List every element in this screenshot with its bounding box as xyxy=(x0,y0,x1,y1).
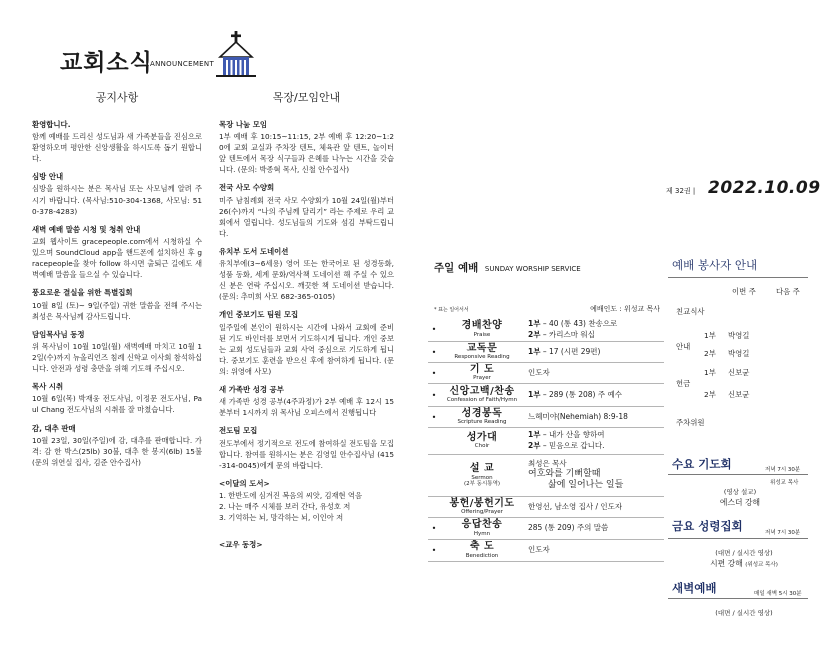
worship-item-name xyxy=(440,320,524,338)
wednesday-time: 저녁 7시 30분 xyxy=(765,467,801,473)
worship-item-ko: 교독문 xyxy=(466,342,498,354)
worship-item-detail xyxy=(524,319,664,341)
page-title: 교회소식 xyxy=(60,50,153,76)
meeting-item xyxy=(219,384,394,418)
detail-line xyxy=(528,545,664,556)
book-item: 3. 기억하는 뇌, 망각하는 뇌, 이인아 저 xyxy=(219,513,344,523)
friday-speaker-line xyxy=(694,558,794,569)
detail-line xyxy=(528,412,664,423)
service-label: 1부 xyxy=(528,318,541,328)
stand-mark: • xyxy=(431,390,437,400)
worship-row xyxy=(428,540,664,562)
offering-first-service: 1부 xyxy=(704,368,716,377)
detail-text: – 카리스마 워십 xyxy=(540,329,595,339)
worship-item-detail xyxy=(524,502,664,513)
guide-first-name: 박영길 xyxy=(728,331,750,340)
worship-item-en: Responsive Reading xyxy=(454,354,510,361)
issue-number: 제 32권 | xyxy=(666,187,696,195)
notice-item xyxy=(32,224,202,281)
offering-label: 헌금 xyxy=(676,379,691,388)
worship-item-note: (2부 동시통역) xyxy=(463,481,501,488)
detail-line xyxy=(528,390,664,401)
worship-item-en: Sermon xyxy=(471,474,493,481)
meeting-item xyxy=(219,182,394,239)
notice-body: 심방을 원하시는 분은 목사님 또는 사모님께 알려 주시기 바랍니다. (목사님:510-304-1368, 사모님: 510-378-4283) xyxy=(32,184,202,216)
this-week-header: 이번 주 xyxy=(732,287,756,296)
worship-item-ko: 경배찬양 xyxy=(461,320,503,332)
worship-item-ko: 응답찬송 xyxy=(461,519,503,531)
stand-mark: • xyxy=(431,524,437,533)
notice-item xyxy=(32,287,202,321)
book-item: 2. 나는 매주 시체를 보러 간다, 유성호 저 xyxy=(219,502,351,512)
worship-row xyxy=(428,455,664,497)
worship-row xyxy=(428,518,664,540)
worship-item-ko: 축 도 xyxy=(469,541,495,553)
worship-row xyxy=(428,342,664,363)
worship-item-name xyxy=(440,386,524,404)
service-label: 2부 xyxy=(528,329,541,339)
detail-text: – 17 (시편 29편) xyxy=(540,346,601,356)
wednesday-sub: (영상 설교) xyxy=(723,488,757,496)
friday-sub: (대면 / 실시간 영상) xyxy=(715,549,773,557)
worship-item-detail xyxy=(524,347,664,358)
worship-title-en: SUNDAY WORSHIP SERVICE xyxy=(484,265,581,273)
worship-item-en: Confession of Faith/Hymn xyxy=(446,397,518,404)
wednesday-title: 수요 기도회 xyxy=(672,457,732,471)
notices-column xyxy=(32,90,202,475)
next-week-header: 다음 주 xyxy=(776,287,800,296)
offering-first-name: 신보균 xyxy=(728,368,750,377)
notice-title: 환영합니다. xyxy=(32,119,71,129)
parking-label: 주차위원 xyxy=(676,418,705,427)
notice-body: 10월 8일 (토)~ 9일(주일) 귀한 말씀을 전해 주시는 최성은 목사님께 감사드립니다. xyxy=(32,300,202,321)
stand-mark: • xyxy=(431,368,437,378)
dawn-title: 새벽예배 xyxy=(672,581,717,595)
notice-body: 위 목사님이 10월 10일(월) 새벽예배 마치고 10월 12일(수)까지 뉴올리언즈 침례 신학교 이사회 참석하십니다. 안전과 성령 충만을 위해 기도해 주십시오. xyxy=(32,341,202,374)
worship-item-name xyxy=(440,498,524,516)
worship-item-ko: 신앙고백/찬송 xyxy=(449,385,515,397)
book-section xyxy=(219,478,394,523)
guide-label: 안내 xyxy=(676,342,691,351)
worship-item-name xyxy=(440,541,524,559)
book-item: 1. 한반도에 심겨진 복음의 씨앗, 김재현 역음 xyxy=(219,491,363,501)
meeting-item xyxy=(219,119,394,176)
worship-item-name xyxy=(440,463,524,488)
divider xyxy=(668,538,808,539)
meetings-column xyxy=(219,90,394,552)
notice-item xyxy=(32,329,202,374)
dawn-time: 매일 새벽 5시 30분 xyxy=(754,591,802,597)
stand-mark: • xyxy=(431,325,437,334)
worship-row xyxy=(428,318,664,342)
meeting-item xyxy=(219,246,394,303)
worship-item-en: Praise xyxy=(473,331,491,338)
offering-second-service: 2부 xyxy=(704,390,716,399)
meeting-title: 전국 사모 수양회 xyxy=(219,183,275,193)
detail-line xyxy=(528,368,664,379)
reception-label: 친교식사 xyxy=(676,307,705,316)
worship-item-en: Prayer xyxy=(473,375,491,382)
sermon-title-line1: 여호와를 기뻐할때 xyxy=(528,468,601,479)
stand-mark: • xyxy=(431,347,437,357)
divider xyxy=(668,474,808,475)
worship-item-ko: 봉헌/봉헌기도 xyxy=(449,497,515,509)
stand-note: * 표는 일어서서 xyxy=(434,307,469,313)
member-news-title: <교우 동정> xyxy=(219,540,263,550)
stand-mark: • xyxy=(431,412,437,422)
worship-row xyxy=(428,363,664,384)
detail-text: 인도자 xyxy=(528,545,550,555)
detail-text: – 40 (통 43) 찬송으로 xyxy=(540,318,618,328)
detail-text: 한영선, 남소영 집사 / 인도자 xyxy=(528,501,623,511)
worship-title xyxy=(434,260,581,275)
worship-row xyxy=(428,407,664,428)
notices-heading: 공지사항 xyxy=(95,91,139,104)
worship-item-en: Offering/Prayer xyxy=(461,509,503,516)
worship-leader: 예배인도 : 위성교 목사 xyxy=(590,305,660,313)
worship-item-detail xyxy=(524,523,664,534)
service-label: 1부 xyxy=(528,430,541,440)
church-icon xyxy=(216,31,256,77)
detail-line xyxy=(528,502,664,513)
service-label: 1부 xyxy=(528,389,541,399)
meeting-item xyxy=(219,309,394,377)
worship-row xyxy=(428,384,664,407)
worship-item-ko: 기 도 xyxy=(469,363,495,375)
meeting-item xyxy=(219,425,394,470)
worship-item-name xyxy=(440,432,524,450)
meeting-title: 전도팀 모집 xyxy=(219,426,258,436)
page-subtitle: ANNOUNCEMENT xyxy=(150,60,215,68)
worship-item-detail xyxy=(524,412,664,423)
meetings-heading: 목장/모임안내 xyxy=(272,91,341,104)
worship-item-name xyxy=(440,364,524,382)
notice-title: 담임목사님 동정 xyxy=(32,329,85,339)
detail-text: 느헤미야(Nehemiah) 8:9-18 xyxy=(528,411,628,421)
detail-line xyxy=(528,441,664,452)
meeting-body: 새 가족반 성경 공부(4주과정)가 2부 예배 후 12시 15분부터 1시까지 위 목사님 오피스에서 진행됩니다 xyxy=(219,397,394,418)
sermon-detail xyxy=(524,459,664,492)
friday-leader: (위성교 목사) xyxy=(745,562,778,568)
notice-item xyxy=(32,423,202,468)
notice-body: 10월 6일(목) 박재웅 전도사님, 이정문 전도사님, Paul Chang 전도사님의 시취를 잘 마쳤습니다. xyxy=(32,394,202,415)
worship-item-en: Scripture Reading xyxy=(457,419,507,426)
worship-item-name xyxy=(440,519,524,537)
dawn-sub: (대면 / 실시간 영상) xyxy=(715,609,773,617)
notice-title: 풍요로운 결실을 위한 특별집회 xyxy=(32,288,133,298)
worship-item-ko: 성가대 xyxy=(466,431,498,443)
detail-line xyxy=(528,319,664,330)
worship-item-detail xyxy=(524,390,664,401)
detail-line xyxy=(528,430,664,441)
worship-item-en: Benediction xyxy=(465,552,499,559)
detail-text: 인도자 xyxy=(528,367,550,377)
detail-text: 285 (통 209) 주의 말씀 xyxy=(528,523,609,533)
meeting-body: 1부 예배 후 10:15~11:15, 2부 예배 후 12:20~1:20에 교회 교실과 주차장 텐트, 체육관 앞 텐트, 놀이터 앞 텐트에서 목장 식구들과 은혜를 나누는 시간을 갖습니다. (문의: 박종혁 목사, 신철 안수집사) xyxy=(219,131,394,175)
wednesday-speaker: 에스더 강해 xyxy=(719,498,761,507)
worship-item-detail xyxy=(524,430,664,452)
worship-item-detail xyxy=(524,545,664,556)
notice-item xyxy=(32,171,202,216)
worship-row xyxy=(428,497,664,518)
guide-second-service: 2부 xyxy=(704,349,716,358)
notice-item xyxy=(32,381,202,415)
worship-item-detail xyxy=(524,368,664,379)
service-label: 2부 xyxy=(528,441,541,450)
meeting-title: 개인 중보기도 팀원 모집 xyxy=(219,310,299,320)
worship-row xyxy=(428,428,664,455)
worship-item-en: Hymn xyxy=(473,530,491,537)
friday-title: 금요 성령집회 xyxy=(672,519,743,533)
offering-second-name: 신보균 xyxy=(728,390,750,399)
divider xyxy=(668,598,808,599)
meeting-title: 유치부 도서 도네이션 xyxy=(219,246,289,256)
friday-speaker: 시편 강해 xyxy=(710,559,743,568)
service-label: 1부 xyxy=(528,346,541,356)
detail-line xyxy=(528,523,664,534)
detail-text: – 믿음으로 갑니다. xyxy=(540,441,605,450)
notice-item xyxy=(32,119,202,164)
meeting-title: 새 가족반 성경 공부 xyxy=(219,385,284,395)
notice-title: 감, 대추 판매 xyxy=(32,423,76,433)
guide-second-name: 박영길 xyxy=(728,349,750,358)
meeting-body: 일주일에 본인이 원하시는 시간에 나와서 교회에 준비된 기도 바인더를 보면서 기도하시게 됩니다. 개인 중보는 교회 성도님들과 교회 사역 중심으로 기도하게 됩니다. 중보기도 훈련을 받으신 후에 참여하게 됩니다. (문의: 위영애 사모) xyxy=(219,322,394,376)
wednesday-leader: 위성교 목사 xyxy=(770,480,799,486)
worship-item-ko: 설 교 xyxy=(469,463,495,475)
friday-time: 저녁 7시 30분 xyxy=(765,530,801,536)
book-section-title: <이달의 도서> xyxy=(219,478,270,488)
notice-title: 목사 시취 xyxy=(32,382,64,392)
worship-item-ko: 성경봉독 xyxy=(461,407,503,419)
detail-line xyxy=(528,330,664,341)
servants-title: 예배 봉사자 안내 xyxy=(672,258,758,272)
notice-body: 교회 웹사이트 gracepeople.com에서 시청하실 수 있으며 SoundCloud app을 핸드폰에 설치하신 후 gracepeople을 찾아 follow 하시면 출퇴근 길에도 새벽예배 말씀을 들으실 수 있습니다. xyxy=(32,236,202,280)
worship-item-name xyxy=(440,343,524,361)
notice-title: 새벽 예배 말씀 시청 및 청취 안내 xyxy=(32,224,141,234)
detail-text: – 289 (통 208) 주 예수 xyxy=(540,389,622,399)
issue-date: 2022.10.09 xyxy=(708,178,821,198)
worship-title-ko: 주일 예배 xyxy=(434,262,479,274)
detail-text: – 내가 산을 향하여 xyxy=(540,430,605,440)
notice-body: 10월 23일, 30일(주일)에 감, 대추를 판매합니다. 가격: 감 한 박스(25lb) 30불, 대추 한 봉지(6lb) 15불 (문의 위연실 집사, 김준 안수집사) xyxy=(32,435,202,467)
divider xyxy=(668,277,808,278)
detail-line xyxy=(528,347,664,358)
notice-title: 심방 안내 xyxy=(32,172,64,182)
worship-item-en: Choir xyxy=(474,443,490,450)
meeting-body: 전도부에서 정기적으로 전도에 참여하실 전도팀을 모집합니다. 참여를 원하시는 분은 김영일 안수집사님 (415-314-0045)에게 문의 바랍니다. xyxy=(219,438,394,470)
worship-order xyxy=(428,318,664,562)
worship-item-name xyxy=(440,408,524,426)
preacher: 최성은 목사 xyxy=(528,458,567,468)
guide-first-service: 1부 xyxy=(704,331,716,340)
stand-mark: • xyxy=(431,546,437,555)
notice-body: 함께 예배를 드리신 성도님과 새 가족분들을 진심으로 환영하오며 평안한 신앙생활을 하시도록 돕기 원합니다. xyxy=(32,131,202,164)
meeting-body: 유치부에(3~6세용) 영어 또는 한국어로 된 성경동화, 성품 동화, 세계 문화/역사책 도네이션 해 주실 수 있으신 분은 연락 주십시오. 깨끗한 책 도네이션 받습니다. (문의: 추미희 사모 682-365-0105) xyxy=(219,259,394,302)
sermon-title-line2: 삶에 일어나는 일들 xyxy=(548,480,624,491)
meeting-title: 목장 나눔 모임 xyxy=(219,119,267,129)
meeting-body: 미주 남침례회 전국 사모 수양회가 10월 24일(월)부터 26(수)까지 “나의 주님께 달리기” 라는 주제로 우리 교회에서 열립니다. 성도님들의 기도와 섬김 부탁드립니다. xyxy=(219,195,394,238)
